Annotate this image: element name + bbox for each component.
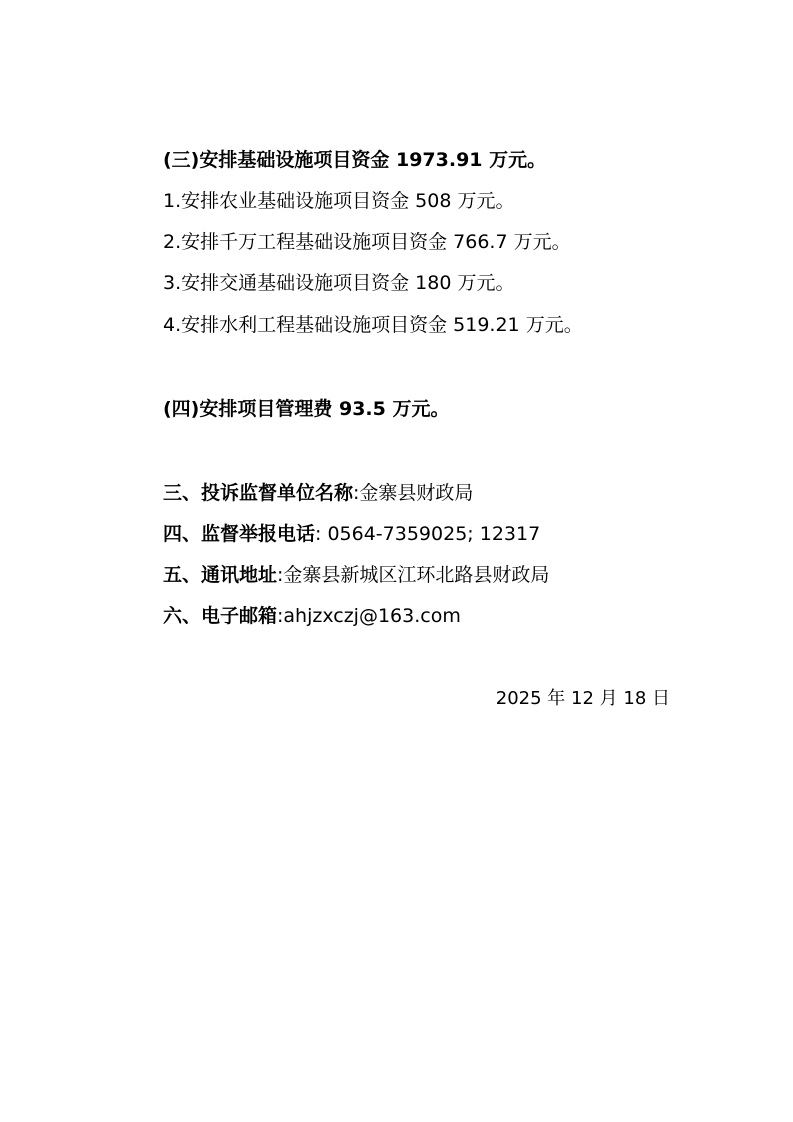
section-4-heading: (四)安排项目管理费 93.5 万元。 — [163, 398, 450, 420]
phone-line — [163, 522, 540, 546]
section-3-item-1: 1.安排农业基础设施项目资金 508 万元。 — [163, 190, 515, 212]
phone-value: : 0564-7359025; 12317 — [315, 523, 541, 545]
section-3-item-4: 4.安排水利工程基础设施项目资金 519.21 万元。 — [163, 314, 583, 336]
phone-label: 四、监督举报电话 — [163, 523, 316, 545]
complaint-unit-line — [163, 481, 473, 505]
document-date: 2025 年 12 月 18 日 — [495, 688, 670, 709]
email-line — [163, 604, 461, 628]
address-value: :金寨县新城区江环北路县财政局 — [277, 564, 550, 586]
section-3-item-2: 2.安排千万工程基础设施项目资金 766.7 万元。 — [163, 231, 571, 253]
complaint-unit-label: 三、投诉监督单位名称 — [163, 482, 354, 504]
section-3-item-3: 3.安排交通基础设施项目资金 180 万元。 — [163, 272, 515, 294]
address-label: 五、通讯地址 — [163, 564, 278, 586]
address-line — [163, 563, 549, 587]
complaint-unit-value: :金寨县财政局 — [353, 482, 474, 504]
section-3-heading: (三)安排基础设施项目资金 1973.91 万元。 — [163, 149, 547, 171]
email-label: 六、电子邮箱 — [163, 605, 278, 627]
email-value: :ahjzxczj@163.com — [277, 605, 461, 627]
